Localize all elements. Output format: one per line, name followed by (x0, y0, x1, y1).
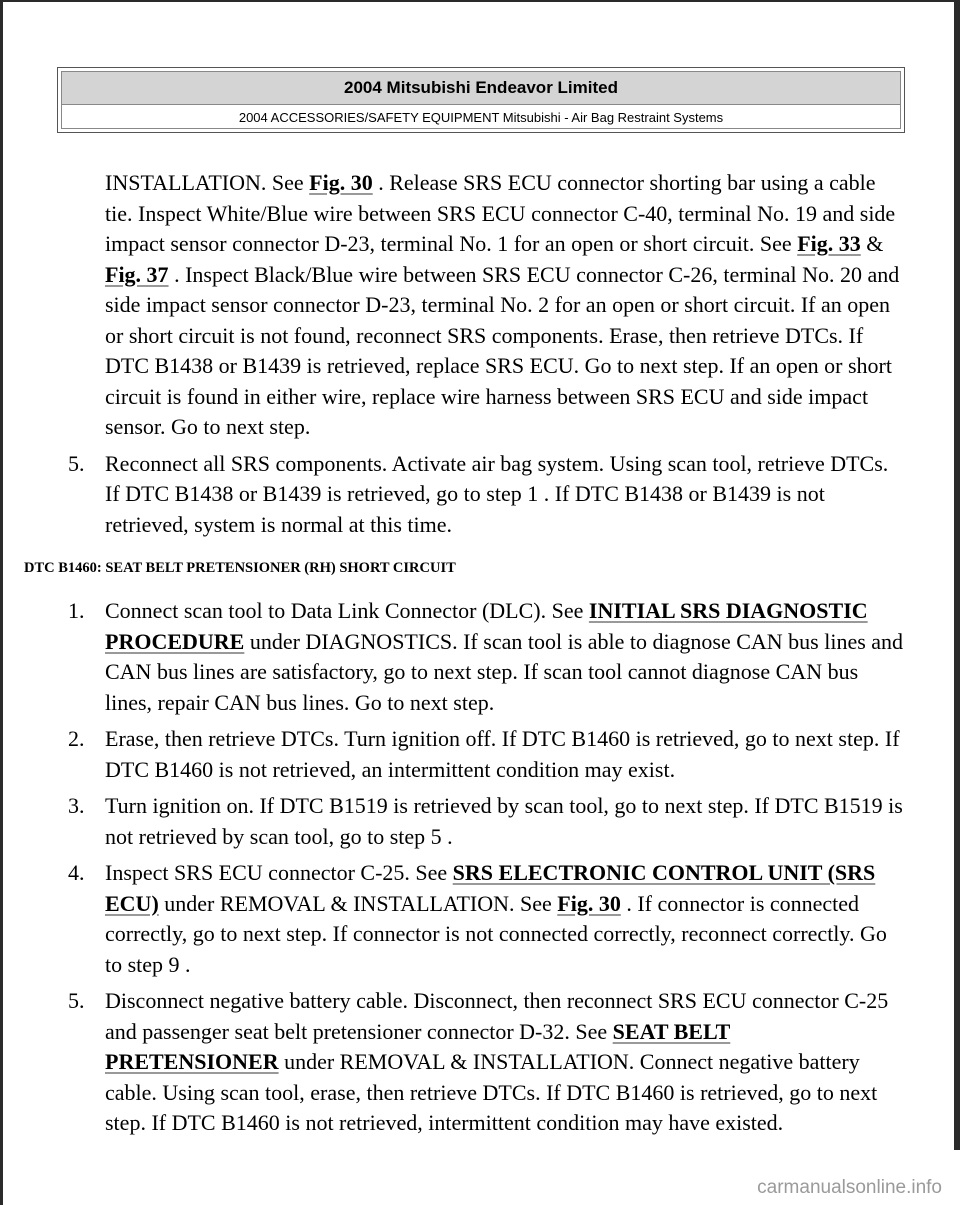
step-number: 5. (68, 450, 85, 476)
list-item-step-4 (68, 858, 908, 980)
step-text: Erase, then retrieve DTCs. Turn ignition off. If DTC B1460 is retrieved, go to next step. If DTC B1460 is not retrieved, an intermittent condition may exist. (105, 726, 900, 782)
steps-list (68, 596, 908, 1139)
srs-ecu-link[interactable]: SRS ELECTRONIC CONTROL UNIT (SRS ECU) (105, 860, 876, 916)
initial-srs-diagnostic-procedure-link[interactable]: INITIAL SRS DIAGNOSTIC PROCEDURE (105, 598, 868, 654)
list-item-step-2 (68, 724, 908, 785)
fig-37-link[interactable]: Fig. 37 (105, 261, 169, 287)
text-segment: . Release SRS ECU connector shorting bar using a cable tie. Inspect White/Blue wire between SRS ECU connector C-40, terminal No. 19 and side impact sensor connector D-23, terminal No. 1 for an open or short circuit. See (105, 170, 896, 256)
text-segment: INSTALLATION. See (105, 170, 310, 195)
page-frame-top (0, 0, 960, 2)
text-segment: Inspect SRS ECU connector C-25. See (105, 860, 453, 885)
continued-paragraph (105, 168, 908, 443)
text-segment: . Inspect Black/Blue wire between SRS ECU connector C-26, terminal No. 20 and side impact sensor connector D-23, terminal No. 2 for an open or short circuit. If an open or short circuit is not found, reconnect SRS components. Erase, then retrieve DTCs. If DTC B1438 or B1439 is retrieved, replace SRS ECU. Go to next step. If an open or short circuit is found in either wire, replace wire harness between SRS ECU and side impact sensor. Go to next step. (105, 261, 900, 439)
text-segment: Connect scan tool to Data Link Connector (DLC). See (105, 598, 589, 623)
list-item-step-5 (68, 986, 908, 1139)
step-text (105, 986, 908, 1139)
step-number: 4. (68, 860, 85, 885)
document-header (57, 67, 905, 133)
text-segment: & (860, 231, 884, 256)
header-subtitle: 2004 ACCESSORIES/SAFETY EQUIPMENT Mitsubishi - Air Bag Restraint Systems (238, 110, 724, 125)
text-segment: . If connector is connected correctly, go to next step. If connector is not connected correctly, reconnect correctly. Go to step 9 . (105, 890, 887, 977)
fig-30-link[interactable]: Fig. 30 (557, 890, 621, 916)
step-number: 2. (68, 726, 85, 751)
document-header-inner (61, 71, 901, 129)
fig-33-link[interactable]: Fig. 33 (797, 231, 861, 256)
document-body (68, 168, 908, 540)
watermark: carmanualsonline.info (757, 1177, 942, 1198)
text-segment: Disconnect negative battery cable. Disconnect, then reconnect SRS ECU connector C-25 and passenger seat belt pretensioner connector D-32. See (105, 988, 889, 1044)
page-frame-right (954, 0, 960, 1150)
text-segment: under REMOVAL & INSTALLATION. See (158, 890, 558, 916)
text-segment: under DIAGNOSTICS. If scan tool is able to diagnose CAN bus lines and CAN bus lines are satisfactory, go to next step. If scan tool cannot diagnose CAN bus lines, repair CAN bus lines. Go to next step. (105, 628, 904, 715)
step-number: 5. (68, 988, 85, 1013)
step-text: Turn ignition on. If DTC B1519 is retrieved by scan tool, go to next step. If DTC B1519 is not retrieved by scan tool, go to step 5 . (105, 793, 903, 849)
list-item-step-1 (68, 596, 908, 718)
section-heading: DTC B1460: SEAT BELT PRETENSIONER (RH) SHORT CIRCUIT (24, 560, 456, 576)
fig-30-link[interactable]: Fig. 30 (309, 170, 373, 195)
step-text: Reconnect all SRS components. Activate air bag system. Using scan tool, retrieve DTCs. If DTC B1438 or B1439 is retrieved, go to step 1 . If DTC B1438 or B1439 is not retrieved, system is normal at this time. (105, 450, 889, 537)
step-text (105, 858, 908, 980)
text-segment: under REMOVAL & INSTALLATION. Connect negative battery cable. Using scan tool, erase, then retrieve DTCs. If DTC B1460 is retrieved, go to next step. If DTC B1460 is not retrieved, intermittent condition may have existed. (105, 1049, 878, 1135)
list-item-prev-step-5 (68, 449, 908, 541)
step-text (105, 596, 908, 718)
seat-belt-pretensioner-link[interactable]: SEAT BELT PRETENSIONER (105, 1018, 731, 1074)
list-item-step-3 (68, 791, 908, 852)
page-frame-left (0, 0, 3, 1205)
header-title: 2004 Mitsubishi Endeavor Limited (62, 72, 900, 105)
step-number: 1. (68, 598, 85, 623)
step-number: 3. (68, 793, 85, 818)
